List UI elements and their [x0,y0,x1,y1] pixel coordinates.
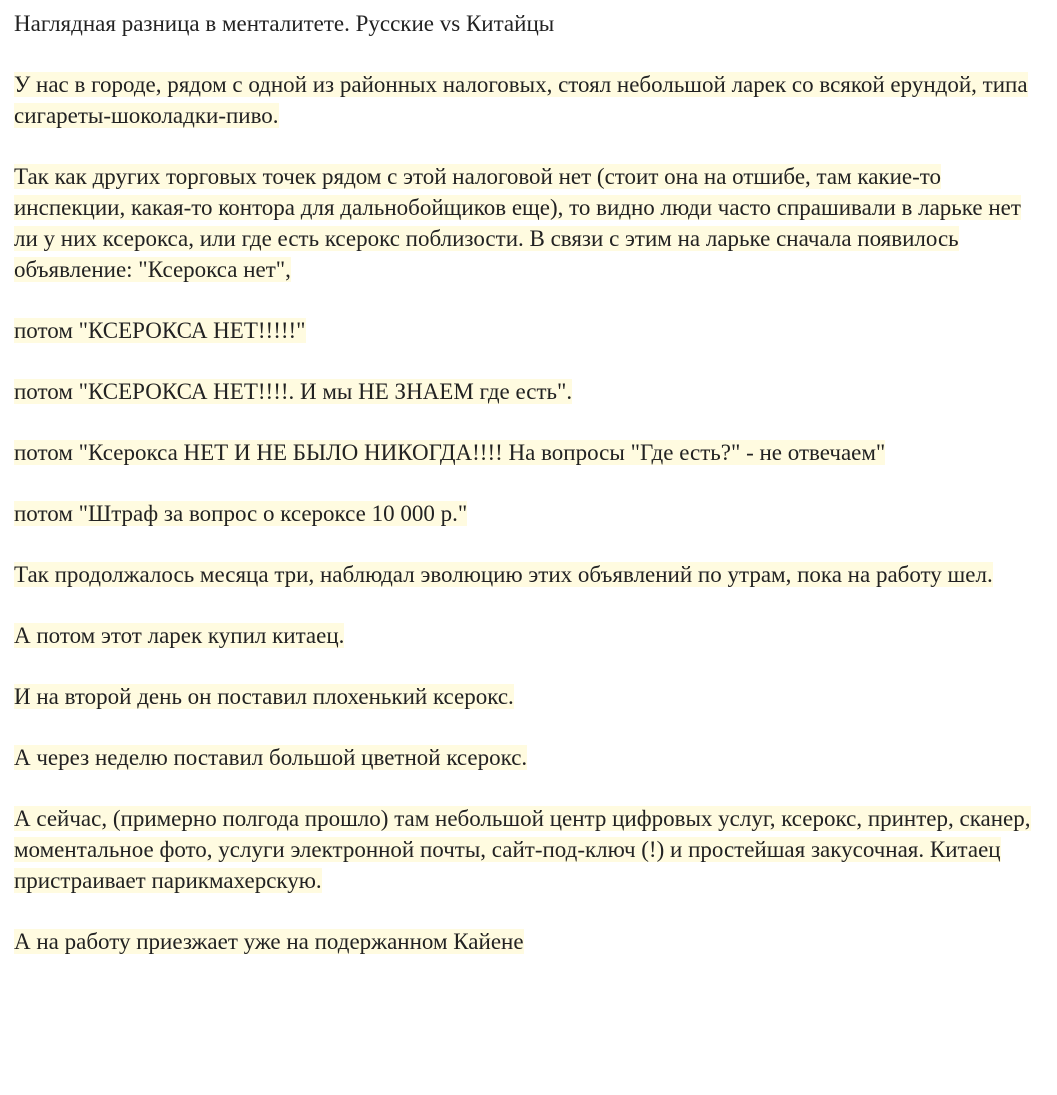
paragraph-4: потом "КСЕРОКСА НЕТ!!!!. И мы НЕ ЗНАЕМ где есть". [14,379,573,404]
paragraph-9: И на второй день он поставил плохенький ксерокс. [14,684,514,709]
paragraph-5: потом "Ксерокса НЕТ И НЕ БЫЛО НИКОГДА!!!! На вопросы "Где есть?" - не отвечаем" [14,440,886,465]
paragraph-8: А потом этот ларек купил китаец. [14,623,345,648]
paragraph-2: Так как других торговых точек рядом с этой налоговой нет (стоит она на отшибе, там какие-то инспекции, какая-то контора для дальнобойщиков еще), то видно люди часто спрашивали в ларьке нет ли у них ксерокса, или где есть ксерокс поблизости. В связи с этим на ларьке сначала появилось объявление: "Ксерокса нет", [14,164,1021,282]
paragraph-6: потом "Штраф за вопрос о ксероксе 10 000 р." [14,501,468,526]
paragraph-11: А сейчас, (примерно полгода прошло) там небольшой центр цифровых услуг, ксерокс, принтер, сканер, моментальное фото, услуги электронной почты, сайт-под-ключ (!) и простейшая закусочная. Китаец пристраивает парикмахерскую. [14,806,1031,893]
document-title: Наглядная разница в менталитете. Русские vs Китайцы [14,11,555,36]
paragraph-10: А через неделю поставил большой цветной ксерокс. [14,745,528,770]
document-body [14,8,1044,987]
paragraph-1: У нас в городе, рядом с одной из районных налоговых, стоял небольшой ларек со всякой ерундой, типа сигареты-шоколадки-пиво. [14,72,1028,128]
paragraph-7: Так продолжалось месяца три, наблюдал эволюцию этих объявлений по утрам, пока на работу шел. [14,562,993,587]
paragraph-12: А на работу приезжает уже на подержанном Кайене [14,929,524,954]
paragraph-3: потом "КСЕРОКСА НЕТ!!!!!" [14,318,306,343]
